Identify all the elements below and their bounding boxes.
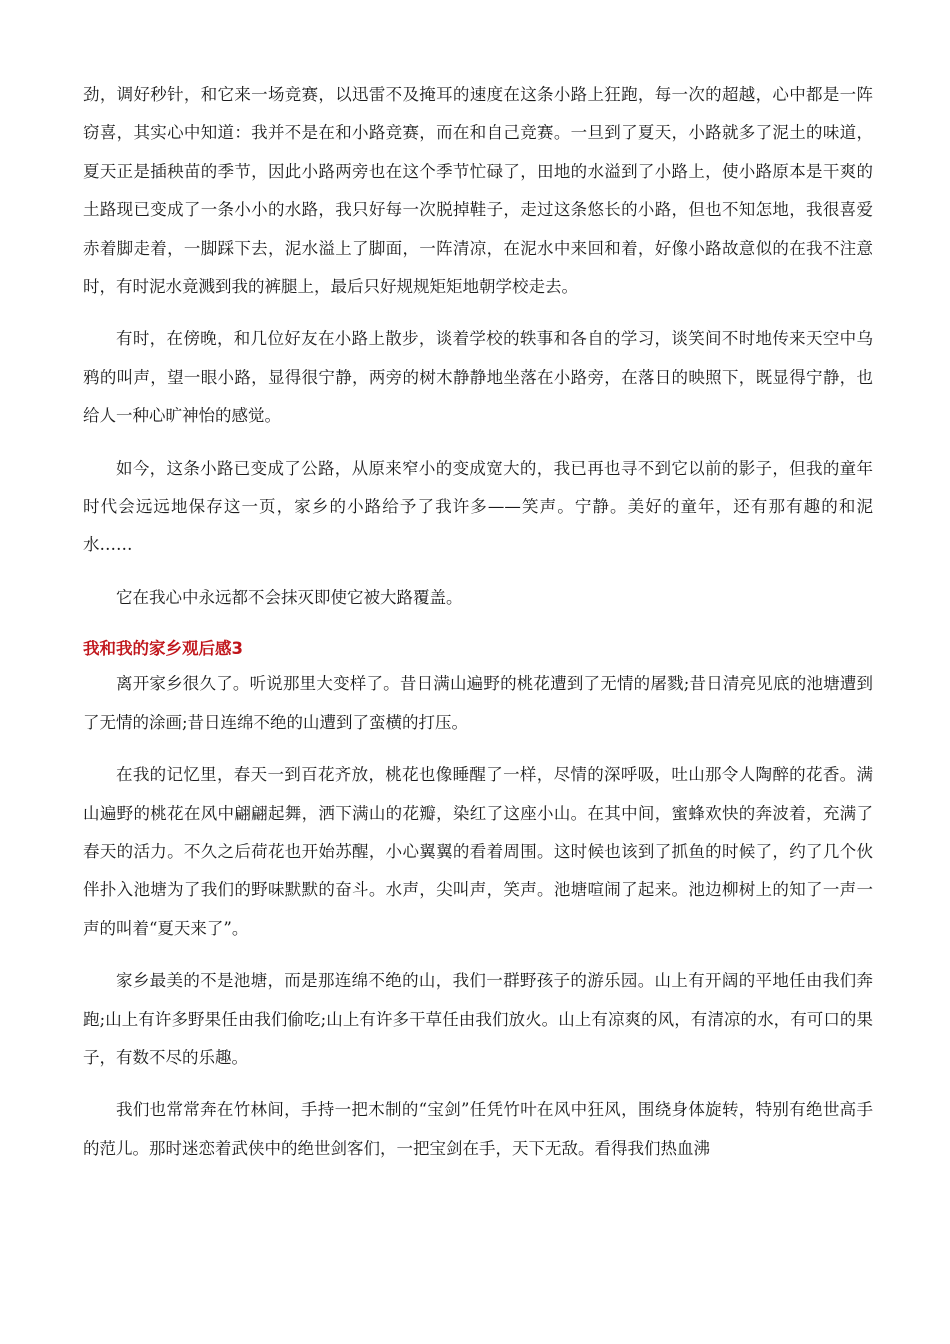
paragraph: 离开家乡很久了。听说那里大变样了。昔日满山遍野的桃花遭到了无情的屠戮;昔日清亮见底的池塘遭到了无情的涂画;昔日连绵不绝的山遭到了蛮横的打压。 xyxy=(83,674,873,732)
paragraph: 有时，在傍晚，和几位好友在小路上散步，谈着学校的轶事和各自的学习，谈笑间不时地传来天空中乌鸦的叫声，望一眼小路，显得很宁静，两旁的树木静静地坐落在小路旁，在落日的映照下，既显得宁静，也给人一种心旷神怡的感觉。 xyxy=(83,329,873,426)
paragraph: 家乡最美的不是池塘，而是那连绵不绝的山，我们一群野孩子的游乐园。山上有开阔的平地任由我们奔跑;山上有许多野果任由我们偷吃;山上有许多干草任由我们放火。山上有凉爽的风，有清凉的水，有可口的果子，有数不尽的乐趣。 xyxy=(83,971,873,1067)
paragraph: 在我的记忆里，春天一到百花齐放，桃花也像睡醒了一样，尽情的深呼吸，吐山那令人陶醉的花香。满山遍野的桃花在风中翩翩起舞，洒下满山的花瓣，染红了这座小山。在其中间，蜜蜂欢快的奔波着，充满了春天的活力。不久之后荷花也开始苏醒，小心翼翼的看着周围。这时候也该到了抓鱼的时候了，约了几个伙伴扑入池塘为了我们的野味默默的奋斗。水声，尖叫声，笑声。池塘喧闹了起来。池边柳树上的知了一声一声的叫着“夏天来了”。 xyxy=(83,765,873,938)
paragraph-continued: 劲，调好秒针，和它来一场竞赛，以迅雷不及掩耳的速度在这条小路上狂跑，每一次的超越，心中都是一阵窃喜，其实心中知道：我并不是在和小路竞赛，而在和自己竞赛。一旦到了夏天，小路就多了泥土的味道，夏天正是插秧苗的季节，因此小路两旁也在这个季节忙碌了，田地的水溢到了小路上，使小路原本是干爽的土路现已变成了一条小小的水路，我只好每一次脱掉鞋子，走过这条悠长的小路，但也不知怎地，我很喜爱赤着脚走着，一脚踩下去，泥水溢上了脚面，一阵清凉，在泥水中来回和着，好像小路故意似的在我不注意时，有时泥水竟溅到我的裤腿上，最后只好规规矩矩地朝学校走去。 xyxy=(83,85,873,297)
document-body xyxy=(83,76,873,1168)
paragraph: 我们也常常奔在竹林间，手持一把木制的“宝剑”任凭竹叶在风中狂风，围绕身体旋转，特别有绝世高手的范儿。那时迷恋着武侠中的绝世剑客们，一把宝剑在手，天下无敌。看得我们热血沸 xyxy=(83,1100,873,1158)
paragraph: 如今，这条小路已变成了公路，从原来窄小的变成宽大的，我已再也寻不到它以前的影子，但我的童年时代会远远地保存这一页，家乡的小路给予了我许多——笑声。宁静。美好的童年，还有那有趣的和泥水…… xyxy=(83,458,873,555)
section-heading: 我和我的家乡观后感3 xyxy=(83,639,243,659)
paragraph: 它在我心中永远都不会抹灭即使它被大路覆盖。 xyxy=(116,587,463,607)
